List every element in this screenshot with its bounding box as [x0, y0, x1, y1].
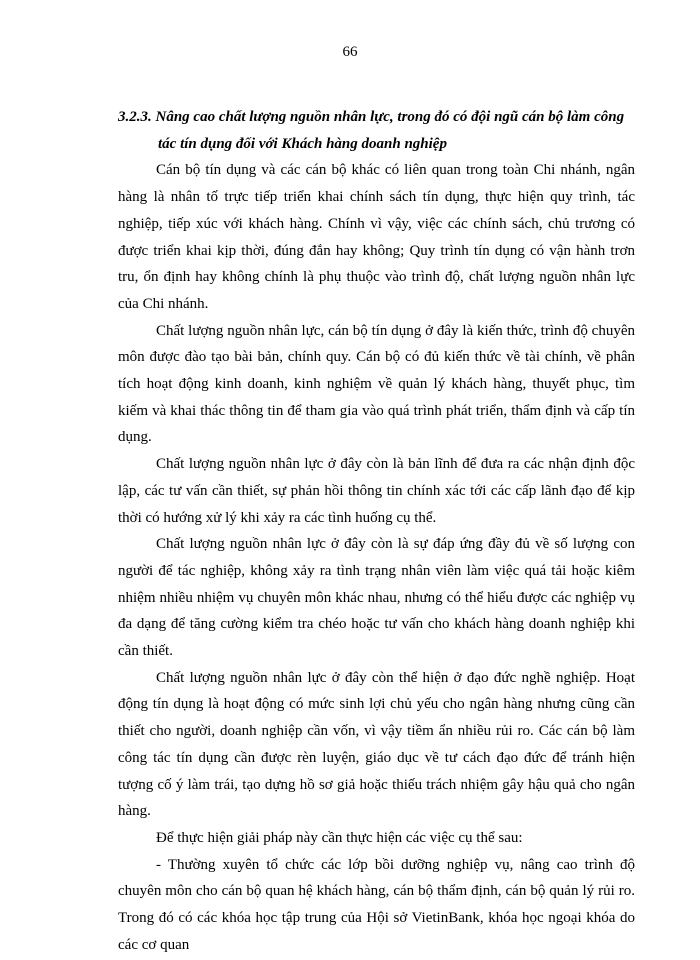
paragraph-1: Cán bộ tín dụng và các cán bộ khác có liên quan trong toàn Chi nhánh, ngân hàng là nhân tố trực tiếp triển khai chính sách tín dụng, thực hiện quy trình, tác nghiệp, tiếp xúc với khách hàng. Chính vì vậy, việc các chính sách, chủ trương có được triển khai kịp thời, đúng đắn hay không; Quy trình tín dụng có vận hành trơn tru, ổn định hay không chính là phụ thuộc vào trình độ, chất lượng nguồn nhân lực của Chi nhánh. [118, 162, 635, 312]
page-content [118, 104, 635, 959]
paragraph-4: Chất lượng nguồn nhân lực ở đây còn là sự đáp ứng đầy đủ về số lượng con người để tác nghiệp, không xảy ra tình trạng nhân viên làm việc quá tải hoặc kiêm nhiệm nhiều nhiệm vụ chuyên môn khác nhau, nhưng có thể hiểu được các nghiệp vụ đa dạng để tăng cường kiểm tra chéo hoặc tư vấn cho khách hàng doanh nghiệp khi cần thiết. [118, 536, 635, 660]
paragraph-2: Chất lượng nguồn nhân lực, cán bộ tín dụng ở đây là kiến thức, trình độ chuyên môn được đào tạo bài bản, chính quy. Cán bộ có đủ kiến thức về tài chính, về phân tích hoạt động kinh doanh, kinh nghiệm về quản lý khách hàng, thuyết phục, tìm kiếm và khai thác thông tin để tham gia vào quá trình phát triển, thẩm định và cấp tín dụng. [118, 322, 635, 446]
section-heading-line-2: tác tín dụng đối với Khách hàng doanh nghiệp [158, 135, 447, 152]
section-heading [118, 104, 635, 157]
paragraph-6: Để thực hiện giải pháp này cần thực hiện các việc cụ thể sau: [156, 829, 523, 846]
paragraph-3: Chất lượng nguồn nhân lực ở đây còn là bản lĩnh để đưa ra các nhận định độc lập, các tư vấn cần thiết, sự phản hồi thông tin chính xác tới các cấp lãnh đạo để kịp thời có hướng xử lý khi xảy ra các tình huống cụ thể. [118, 456, 635, 526]
paragraph-5: Chất lượng nguồn nhân lực ở đây còn thể hiện ở đạo đức nghề nghiệp. Hoạt động tín dụng là hoạt động có mức sinh lợi chủ yếu cho ngân hàng nhưng cũng cần thiết cho người, doanh nghiệp cần vốn, vì vậy tiềm ẩn nhiều rủi ro. Các cán bộ làm công tác tín dụng cần được rèn luyện, giáo dục về tư cách đạo đức để tránh hiện tượng cố ý làm trái, tạo dựng hồ sơ giả hoặc thiếu trách nhiệm gây hậu quả cho ngân hàng. [118, 669, 635, 820]
section-heading-line-1: 3.2.3. Nâng cao chất lượng nguồn nhân lực, trong đó có đội ngũ cán bộ làm công [118, 109, 625, 125]
paragraph-7: - Thường xuyên tổ chức các lớp bồi dưỡng nghiệp vụ, nâng cao trình độ chuyên môn cho cán bộ quan hệ khách hàng, cán bộ thẩm định, cán bộ quản lý rủi ro. Trong đó có các khóa học tập trung của Hội sở VietinBank, khóa học ngoại khóa do các cơ quan [118, 856, 635, 953]
page-number: 66 [342, 44, 358, 60]
